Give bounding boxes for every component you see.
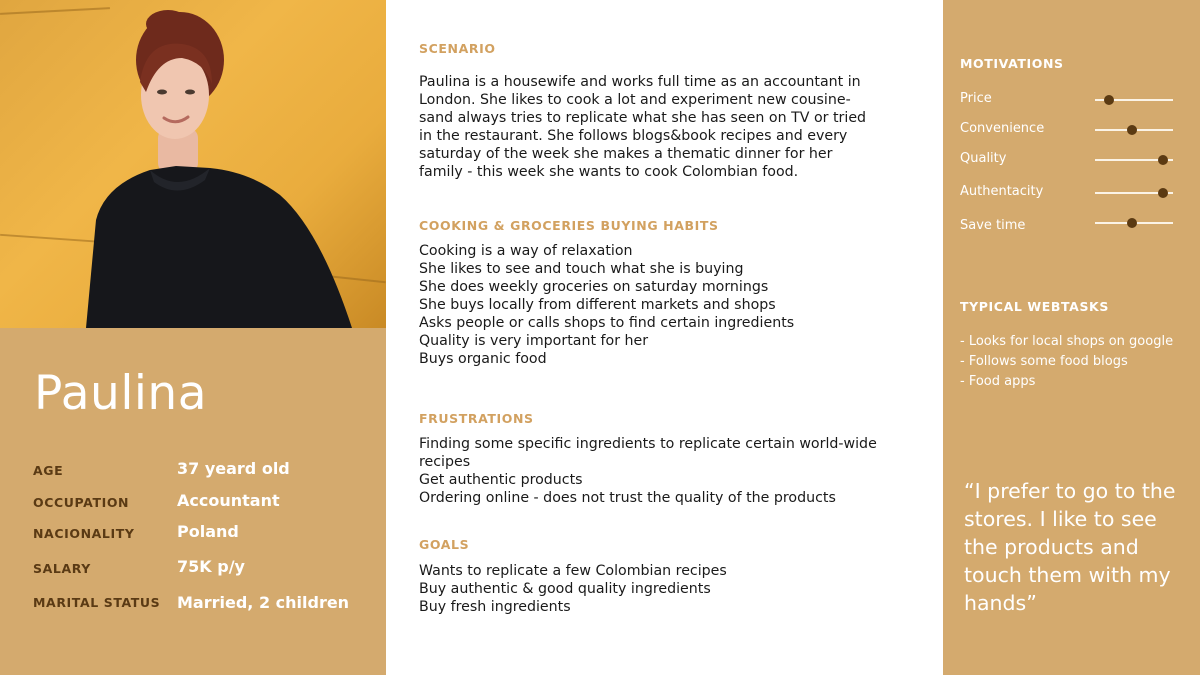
frustrations-title: FRUSTRATIONS [419,411,534,426]
motivation-slider [1095,192,1173,194]
scenario-line: Paulina is a housewife and works full time as an accountant in [419,74,861,90]
list-item: - Follows some food blogs [960,354,1128,369]
scenario-title: SCENARIO [419,41,496,56]
detail-value: Married, 2 children [177,593,350,612]
narrative-panel [386,0,943,675]
goals-list [419,562,924,616]
persona-photo [0,0,386,328]
persona-name: Paulina [34,366,208,421]
scenario-line: London. She likes to cook a lot and experiment new cousine- [419,92,851,108]
scenario-line: sand always tries to replicate what she has seen on TV or tried [419,110,867,126]
scenario-line: family - this week she wants to cook Colombian food. [419,164,799,180]
detail-value: Poland [177,522,239,541]
list-item: Get authentic products [419,472,583,488]
list-item: Buys organic food [419,351,547,367]
motivation-slider [1095,99,1173,101]
detail-label: OCCUPATION [33,495,130,510]
detail-value: Accountant [177,491,280,510]
scenario-text [419,73,919,181]
list-item: She buys locally from different markets and shops [419,297,776,313]
list-item: - Food apps [960,374,1036,389]
list-item: Asks people or calls shops to find certain ingredients [419,315,795,331]
motivation-label: Convenience [960,121,1045,136]
profile-panel [0,0,386,675]
motivation-authenticity [960,184,1190,204]
motivation-slider [1095,222,1173,224]
list-item: Buy authentic & good quality ingredients [419,581,711,597]
habits-list [419,242,924,368]
detail-value: 37 yeard old [177,459,290,478]
slider-knob [1127,218,1137,228]
motivation-label: Save time [960,218,1026,233]
detail-value: 75K p/y [177,557,245,576]
slider-knob [1104,95,1114,105]
webtasks-list [960,332,1190,392]
motivation-save-time [960,218,1190,238]
goals-title: GOALS [419,537,470,552]
slider-knob [1158,155,1168,165]
motivation-label: Authentacity [960,184,1044,199]
motivations-title: MOTIVATIONS [960,56,1064,71]
motivation-convenience [960,121,1190,141]
motivation-slider [1095,159,1173,161]
slider-knob [1158,188,1168,198]
detail-label: MARITAL STATUS [33,595,161,610]
motivation-label: Price [960,91,992,106]
motivation-quality [960,151,1190,171]
portrait-illustration [0,0,386,328]
motivation-slider [1095,129,1173,131]
detail-label: SALARY [33,561,91,576]
list-item: Finding some specific ingredients to replicate certain world-wide recipes [419,436,877,470]
list-item: Buy fresh ingredients [419,599,571,615]
frustrations-list [419,435,919,507]
detail-label: NACIONALITY [33,526,135,541]
list-item: She likes to see and touch what she is buying [419,261,744,277]
scenario-line: saturday of the week she makes a thematic dinner for her [419,146,833,162]
motivation-price [960,91,1190,111]
habits-title: COOKING & GROCERIES BUYING HABITS [419,218,719,233]
persona-quote: “I prefer to go to the stores. I like to see the products and touch them with my hands” [964,479,1176,615]
motivations-panel [943,0,1200,675]
slider-knob [1127,125,1137,135]
webtasks-title: TYPICAL WEBTASKS [960,299,1109,314]
scenario-line: in the restaurant. She follows blogs&book recipes and every [419,128,848,144]
list-item: Wants to replicate a few Colombian recipes [419,563,727,579]
list-item: She does weekly groceries on saturday mornings [419,279,769,295]
motivation-label: Quality [960,151,1007,166]
list-item: - Looks for local shops on google [960,334,1174,349]
detail-label: AGE [33,463,64,478]
list-item: Ordering online - does not trust the quality of the products [419,490,836,506]
list-item: Cooking is a way of relaxation [419,243,633,259]
list-item: Quality is very important for her [419,333,649,349]
